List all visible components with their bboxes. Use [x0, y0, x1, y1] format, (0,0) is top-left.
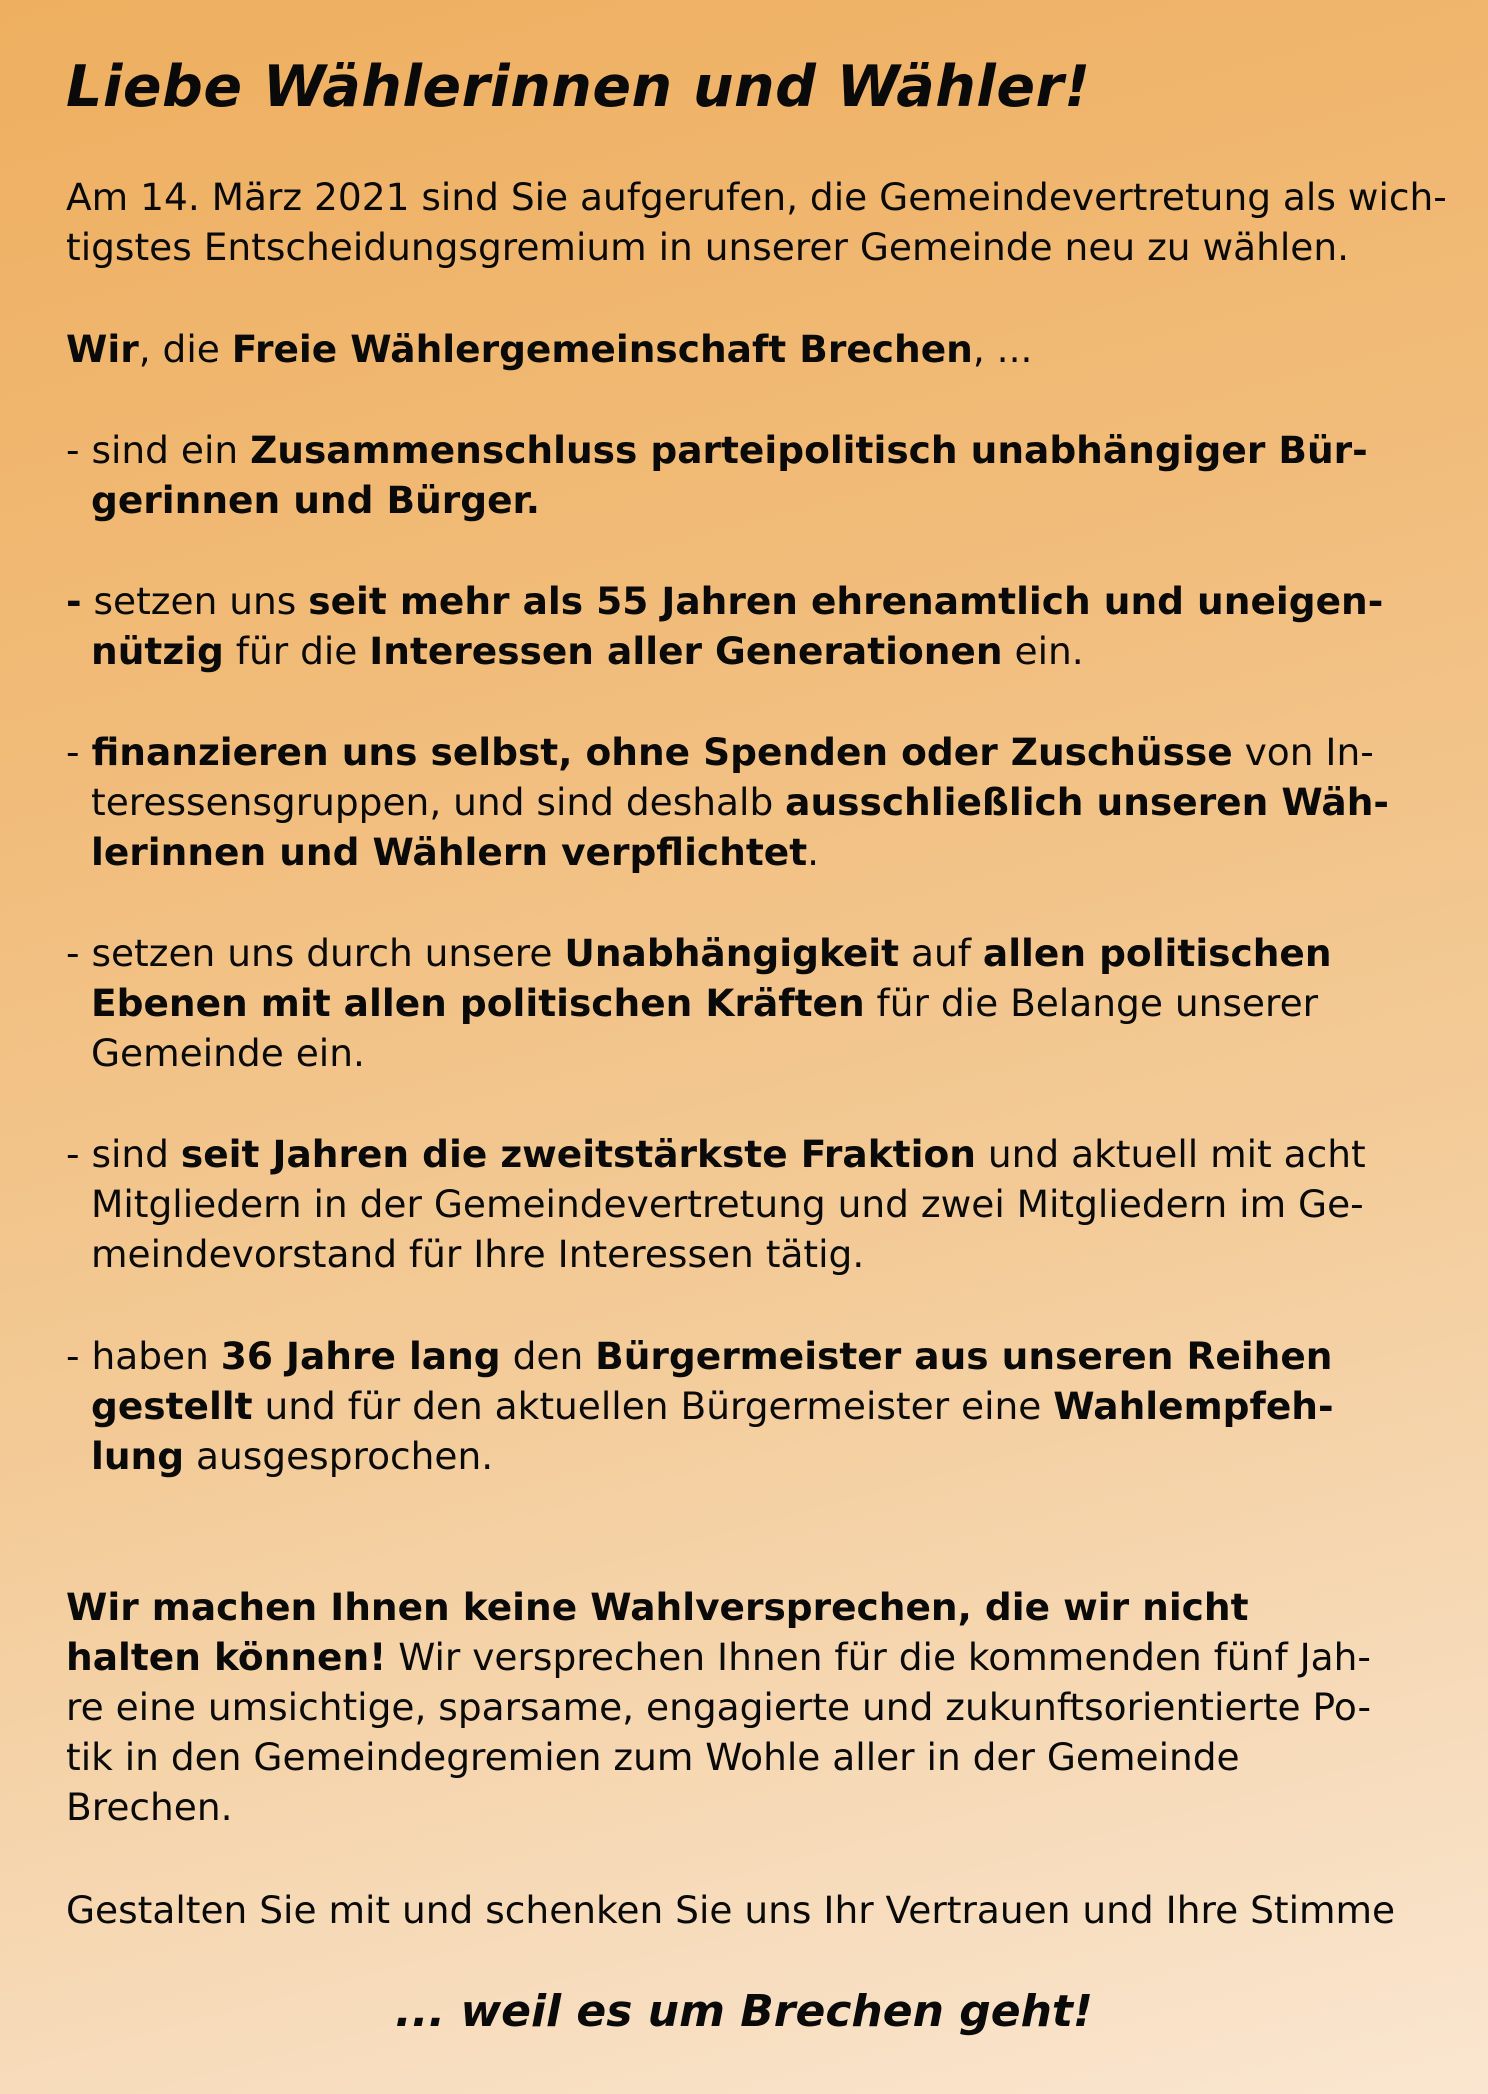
promise-line-1: Wir machen Ihnen keine Wahlversprechen, die wir nicht: [66, 1585, 1249, 1629]
bullet-5-line-1: - sind seit Jahren die zweitstärkste Fraktion und aktuell mit acht: [66, 1132, 1366, 1176]
bullet-6-line-3: lung ausgesprochen.: [91, 1434, 494, 1478]
bullet-4-line-1: - setzen uns durch unsere Unabhängigkeit auf allen politischen: [66, 931, 1332, 975]
bullet-3-line-1: - finanzieren uns selbst, ohne Spenden oder Zuschüsse von In-: [66, 730, 1374, 774]
intro-line-1: Am 14. März 2021 sind Sie aufgerufen, die Gemeindevertretung als wich-: [66, 175, 1447, 219]
promise-line-4: tik in den Gemeindegremien zum Wohle aller in der Gemeinde: [66, 1735, 1240, 1779]
bullet-4-line-3: Gemeinde ein.: [91, 1031, 365, 1075]
lead-line: Wir, die Freie Wählergemeinschaft Brechen, ...: [66, 327, 1033, 371]
bullet-5-line-3: meindevorstand für Ihre Interessen tätig.: [91, 1232, 865, 1276]
closing-slogan: ... weil es um Brechen geht!: [394, 1986, 1093, 2037]
bullet-3-line-2: teressensgruppen, und sind deshalb ausschließlich unseren Wäh-: [91, 780, 1389, 824]
promise-line-5: Brechen.: [66, 1785, 233, 1829]
bullet-1-line-2: gerinnen und Bürger.: [91, 478, 540, 522]
bullet-4-line-2: Ebenen mit allen politischen Kräften für die Belange unserer: [91, 981, 1319, 1025]
page-title: Liebe Wählerinnen und Wähler!: [66, 54, 1091, 120]
bullet-2-line-2: nützig für die Interessen aller Generationen ein.: [91, 629, 1084, 673]
bullet-1-line-1: - sind ein Zusammenschluss parteipolitisch unabhängiger Bür-: [66, 428, 1368, 472]
bullet-2-line-1: - setzen uns seit mehr als 55 Jahren ehrenamtlich und uneigen-: [66, 579, 1384, 623]
bullet-5-line-2: Mitgliedern in der Gemeindevertretung und zwei Mitgliedern im Ge-: [91, 1182, 1364, 1226]
bullet-6-line-2: gestellt und für den aktuellen Bürgermeister eine Wahlempfeh-: [91, 1384, 1334, 1428]
appeal-line: Gestalten Sie mit und schenken Sie uns Ihr Vertrauen und Ihre Stimme: [66, 1888, 1396, 1932]
promise-line-2: halten können! Wir versprechen Ihnen für die kommenden fünf Jah-: [66, 1635, 1371, 1679]
bullet-3-line-3: lerinnen und Wählern verpflichtet.: [91, 830, 820, 874]
intro-line-2: tigstes Entscheidungsgremium in unserer Gemeinde neu zu wählen.: [66, 225, 1350, 269]
promise-line-3: re eine umsichtige, sparsame, engagierte und zukunftsorientierte Po-: [66, 1685, 1371, 1729]
bullet-6-line-1: - haben 36 Jahre lang den Bürgermeister aus unseren Reihen: [66, 1334, 1333, 1378]
